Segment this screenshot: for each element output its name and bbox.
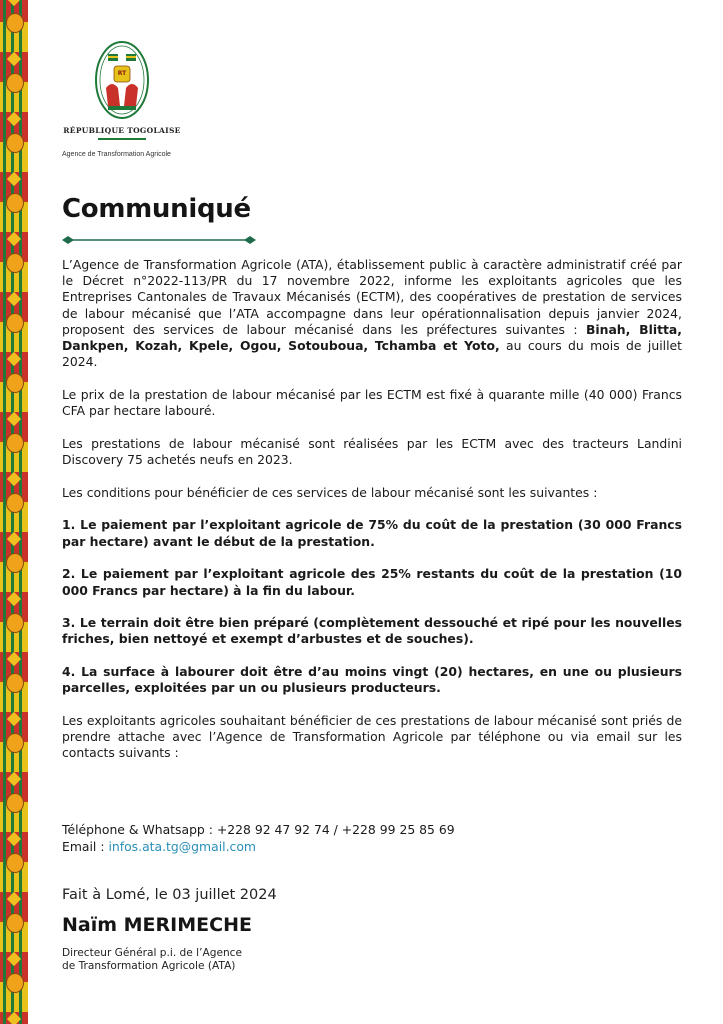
- phone-value[interactable]: +228 92 47 92 74 / +228 99 25 85 69: [216, 822, 455, 837]
- border-pattern-cell: [0, 0, 28, 52]
- border-pattern-cell: [0, 832, 28, 892]
- border-pattern-cell: [0, 232, 28, 292]
- place-date: Fait à Lomé, le 03 juillet 2024: [62, 887, 277, 903]
- border-pattern-cell: [0, 172, 28, 232]
- intro-text: L’Agence de Transformation Agricole (ATA), établissement public à caractère administratif créé par le Décret n°2022-113/PR du 17 novembre 2022, informe les exploitants agricoles que les Entreprises Cantonales de Travaux Mécanisés (ECTM), des coopératives de prestation de services de labour mécanisé que l’ATA accompagne dans leur opérationnalisation depuis janvier 2024, proposent des services de labour mécanisé dans les préfectures suivantes :: [62, 257, 682, 337]
- condition-4: 4. La surface à labourer doit être d’au moins vingt (20) hectares, en une ou plusieurs parcelles, exploitées par un ou plusieurs producteurs.: [62, 664, 682, 696]
- role-line-1: Directeur Général p.i. de l’Agence: [62, 947, 243, 959]
- border-pattern-cell: [0, 412, 28, 472]
- republic-name: RÉPUBLIQUE TOGOLAISE: [63, 126, 181, 135]
- communique-body: [62, 257, 682, 778]
- border-pattern-cell: [0, 1012, 28, 1024]
- border-pattern-cell: [0, 472, 28, 532]
- border-pattern-cell: [0, 952, 28, 1012]
- price-paragraph: Le prix de la prestation de labour mécanisé par les ECTM est fixé à quarante mille (40 000) Francs CFA par hectare labouré.: [62, 386, 682, 419]
- border-pattern-cell: [0, 892, 28, 952]
- border-pattern-cell: [0, 532, 28, 592]
- contacts-block: [62, 821, 455, 855]
- kente-border: [0, 0, 28, 1024]
- tractor-paragraph: Les prestations de labour mécanisé sont réalisées par les ECTM avec des tracteurs Landini Discovery 75 achetés neufs en 2023.: [62, 435, 682, 468]
- condition-1: 1. Le paiement par l’exploitant agricole de 75% du coût de la prestation (30 000 Francs par hectare) avant le début de la prestation.: [62, 517, 682, 549]
- phone-line: [62, 821, 455, 838]
- border-pattern-cell: [0, 292, 28, 352]
- intro-paragraph: [62, 257, 682, 370]
- border-pattern-cell: [0, 112, 28, 172]
- intro-tail: au cours du mois de juillet 2024.: [62, 338, 683, 370]
- border-pattern-cell: [0, 352, 28, 412]
- condition-2: 2. Le paiement par l’exploitant agricole des 25% restants du coût de la prestation (10 000 Francs par hectare) à la fin du labour.: [62, 566, 682, 598]
- header-rule: [98, 138, 146, 140]
- conditions-intro: Les conditions pour bénéficier de ces services de labour mécanisé sont les suivantes :: [62, 484, 598, 500]
- phone-label: Téléphone & Whatsapp :: [62, 822, 217, 837]
- coat-of-arms-icon: [94, 40, 150, 120]
- condition-3: 3. Le terrain doit être bien préparé (complètement dessouché et ripé pour les nouvelles friches, bien nettoyé et exempt d’arbustes et de souches).: [62, 615, 682, 647]
- signer-role: [62, 947, 242, 973]
- emblem-initials: RT: [117, 70, 127, 77]
- border-pattern-cell: [0, 712, 28, 772]
- email-label: Email :: [62, 839, 109, 854]
- email-line: [62, 838, 455, 855]
- page-title: Communiqué: [62, 194, 251, 224]
- signer-name: Naïm MERIMECHE: [62, 914, 252, 936]
- border-pattern-cell: [0, 592, 28, 652]
- prefectures-list: Binah, Blitta, Dankpen, Kozah, Kpele, Ogou, Sotouboua, Tchamba et Yoto,: [62, 321, 682, 354]
- border-pattern-cell: [0, 652, 28, 712]
- title-divider: [62, 234, 256, 246]
- border-pattern-cell: [0, 772, 28, 832]
- email-link[interactable]: infos.ata.tg@gmail.com: [108, 839, 256, 854]
- contact-paragraph: Les exploitants agricoles souhaitant bénéficier de ces prestations de labour mécanisé sont priés de prendre attache avec l’Agence de Transformation Agricole par téléphone ou via email sur les contacts suivants :: [62, 713, 682, 761]
- role-line-2: de Transformation Agricole (ATA): [62, 960, 236, 972]
- agency-name: Agence de Transformation Agricole: [62, 151, 171, 158]
- border-pattern-cell: [0, 52, 28, 112]
